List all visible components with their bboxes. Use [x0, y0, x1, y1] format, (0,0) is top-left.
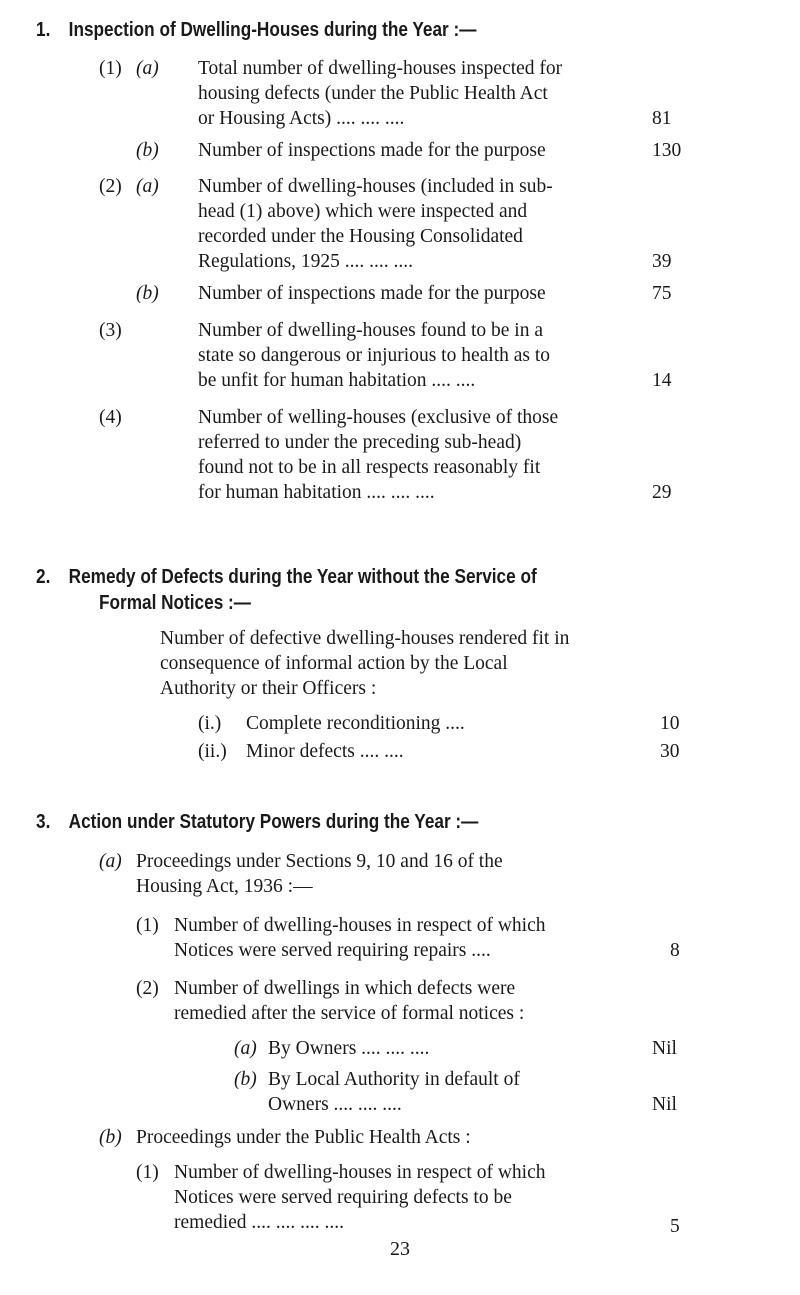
item-3-line-2: state so dangerous or injurious to health as to: [198, 345, 551, 366]
item-1a-line-1: Total number of dwelling-houses inspected for: [198, 58, 563, 79]
section-3a-label: (a): [99, 851, 122, 872]
item-1-label: (1): [99, 58, 122, 79]
item-2a-value: 39: [652, 251, 672, 272]
item-1a-value: 81: [652, 108, 672, 129]
section-3-title: Action under Statutory Powers during the Year :—: [68, 811, 479, 833]
section-3-heading: [36, 808, 478, 836]
section-1-number: 1.: [36, 19, 51, 41]
item-4-line-1: Number of welling-houses (exclusive of those: [198, 407, 559, 428]
section-3b1-label: (1): [136, 1162, 159, 1183]
section-2-heading-cont: [99, 589, 251, 617]
section-2-item-2-text: Minor defects .... ....: [246, 741, 404, 762]
item-1a-sublabel: (a): [136, 58, 159, 79]
section-3a2b-line-1: By Local Authority in default of: [268, 1069, 520, 1090]
item-3-label: (3): [99, 320, 122, 341]
item-4-line-2: referred to under the preceding sub-head): [198, 432, 522, 453]
section-3a2-label: (2): [136, 978, 159, 999]
section-3a1-line-1: Number of dwelling-houses in respect of which: [174, 915, 546, 936]
section-3a2b-label: (b): [234, 1069, 257, 1090]
item-2a-line-2: head (1) above) which were inspected and: [198, 201, 528, 222]
item-1a-line-2: housing defects (under the Public Health Act: [198, 83, 548, 104]
section-3b-label: (b): [99, 1127, 122, 1148]
section-1-title: Inspection of Dwelling-Houses during the Year :—: [68, 19, 477, 41]
section-2-item-1-label: (i.): [198, 713, 222, 734]
section-3b1-line-2: Notices were served requiring defects to be: [174, 1187, 512, 1208]
item-4-line-4: for human habitation .... .... ....: [198, 482, 435, 503]
section-3a2b-value: Nil: [652, 1094, 677, 1115]
section-3a2-line-2: remedied after the service of formal notices :: [174, 1003, 525, 1024]
item-4-label: (4): [99, 407, 122, 428]
section-2-item-2-value: 30: [660, 741, 680, 762]
item-1b-value: 130: [652, 140, 682, 161]
section-2-number: 2.: [36, 566, 51, 588]
section-3a1-line-2: Notices were served requiring repairs ....: [174, 940, 491, 961]
section-1-heading: [36, 16, 476, 44]
section-2-heading: [36, 563, 537, 591]
section-2-intro-line-2: consequence of informal action by the Local: [160, 653, 508, 674]
section-3b1-line-1: Number of dwelling-houses in respect of which: [174, 1162, 546, 1183]
section-3a2b-line-2: Owners .... .... ....: [268, 1094, 402, 1115]
section-3a1-value: 8: [670, 940, 680, 961]
section-3a1-label: (1): [136, 915, 159, 936]
item-3-value: 14: [652, 370, 672, 391]
section-3-number: 3.: [36, 811, 51, 833]
section-2-item-1-value: 10: [660, 713, 680, 734]
section-2-item-1-text: Complete reconditioning ....: [246, 713, 465, 734]
section-3b-text: Proceedings under the Public Health Acts :: [136, 1127, 471, 1148]
section-2-title-line-1: Remedy of Defects during the Year without the Service of: [68, 566, 537, 588]
item-2b-line-1: Number of inspections made for the purpose: [198, 283, 546, 304]
section-2-intro-line-1: Number of defective dwelling-houses rendered fit in: [160, 628, 570, 649]
section-3b1-line-3: remedied .... .... .... ....: [174, 1212, 345, 1233]
section-3a2-line-1: Number of dwellings in which defects were: [174, 978, 516, 999]
item-2a-sublabel: (a): [136, 176, 159, 197]
item-2-label: (2): [99, 176, 122, 197]
item-2b-value: 75: [652, 283, 672, 304]
item-2a-line-4: Regulations, 1925 .... .... ....: [198, 251, 414, 272]
section-3a2a-label: (a): [234, 1038, 257, 1059]
section-2-item-2-label: (ii.): [198, 741, 227, 762]
section-2-intro-line-3: Authority or their Officers :: [160, 678, 377, 699]
item-2b-sublabel: (b): [136, 283, 159, 304]
page-number: 23: [390, 1238, 410, 1260]
item-3-line-1: Number of dwelling-houses found to be in a: [198, 320, 543, 341]
item-4-line-3: found not to be in all respects reasonably fit: [198, 457, 541, 478]
item-2a-line-3: recorded under the Housing Consolidated: [198, 226, 523, 247]
item-1b-line-1: Number of inspections made for the purpose: [198, 140, 546, 161]
section-3a2a-value: Nil: [652, 1038, 677, 1059]
section-3a-line-1: Proceedings under Sections 9, 10 and 16 of the: [136, 851, 503, 872]
item-1a-line-3: or Housing Acts) .... .... ....: [198, 108, 405, 129]
section-3a2a-text: By Owners .... .... ....: [268, 1038, 430, 1059]
section-3a-line-2: Housing Act, 1936 :—: [136, 876, 313, 897]
item-2a-line-1: Number of dwelling-houses (included in sub-: [198, 176, 553, 197]
section-2-title-line-2: Formal Notices :—: [99, 592, 251, 614]
item-3-line-3: be unfit for human habitation .... ....: [198, 370, 476, 391]
item-1b-sublabel: (b): [136, 140, 159, 161]
item-4-value: 29: [652, 482, 672, 503]
section-3b1-value: 5: [670, 1216, 680, 1237]
